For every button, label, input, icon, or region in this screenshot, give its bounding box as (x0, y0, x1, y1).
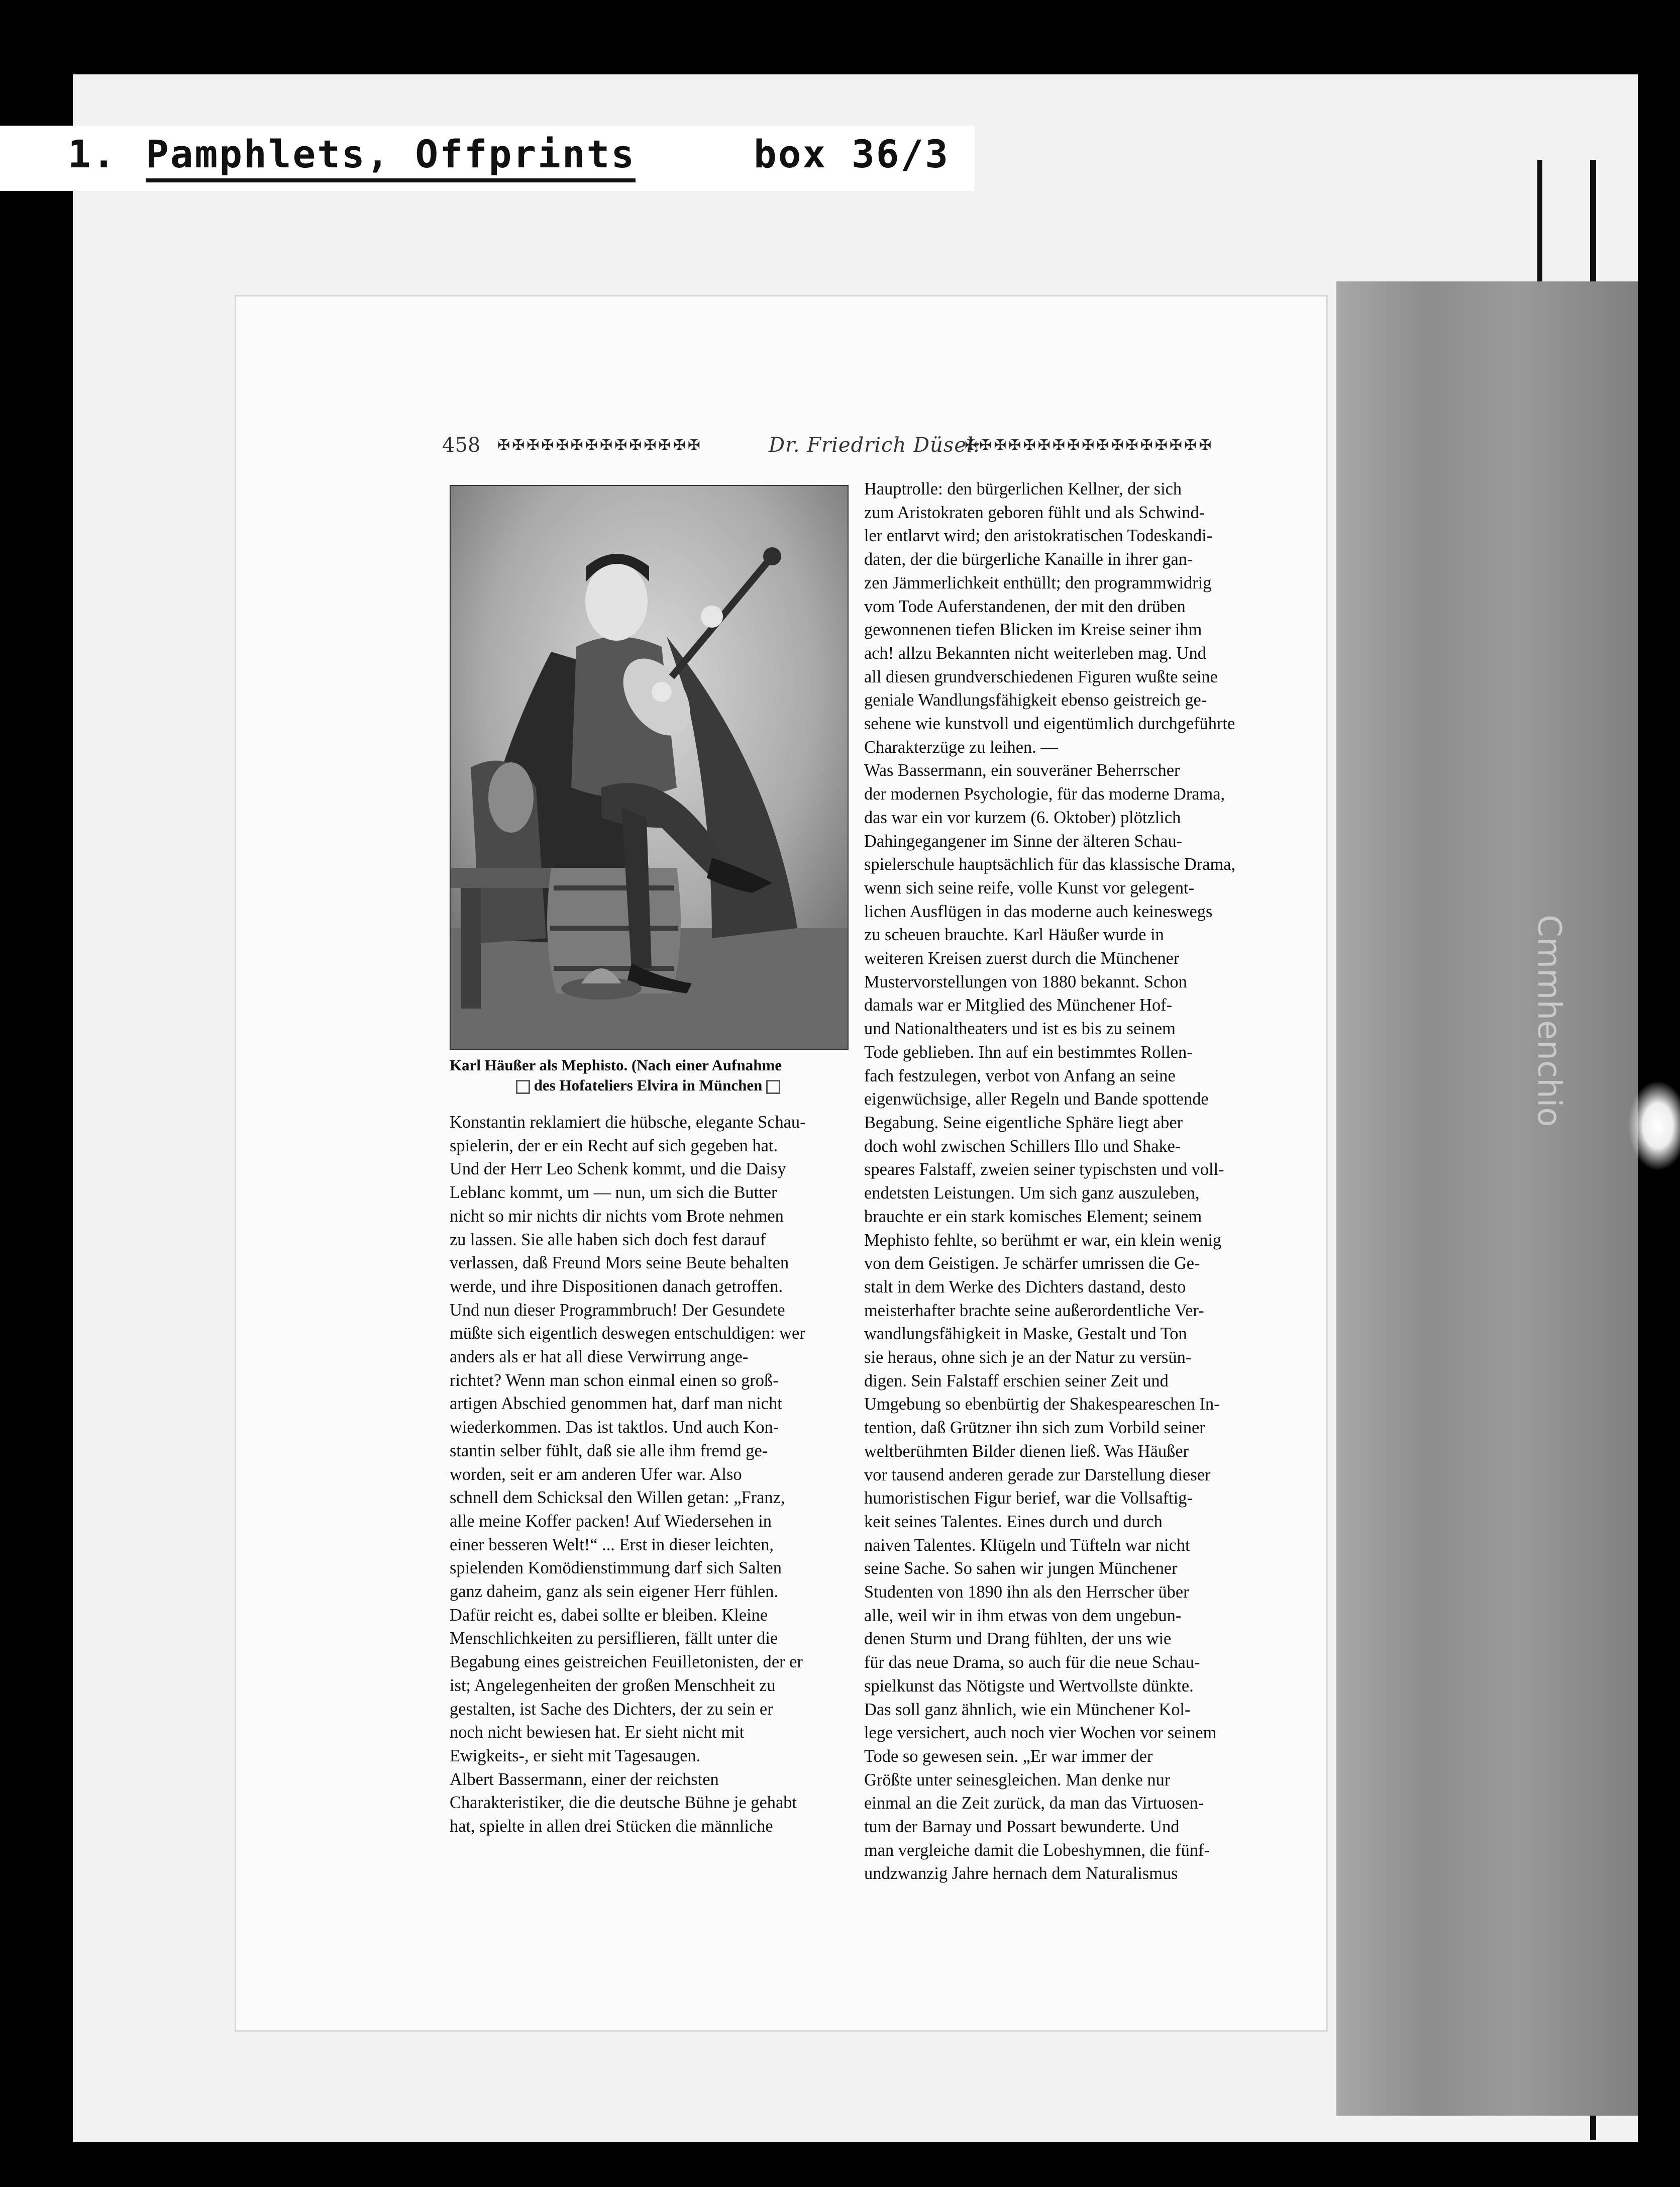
text-line: keit seines Talentes. Eines durch und durch (864, 1512, 1163, 1531)
text-line: Und nun dieser Programmbruch! Der Gesundete (450, 1300, 785, 1320)
text-line: wandlungsfähigkeit in Maske, Gestalt und Ton (864, 1324, 1187, 1344)
text-line: einmal an die Zeit zurück, da man das Virtuosen- (864, 1794, 1204, 1813)
text-line: alle meine Koffer packen! Auf Wiedersehen in (450, 1511, 772, 1531)
text-line: Größte unter seinesgleichen. Man denke nur (864, 1770, 1171, 1790)
text-line: nicht so mir nichts dir nichts vom Brote nehmen (450, 1206, 784, 1226)
header-author: Dr. Friedrich Düsel: (769, 434, 981, 457)
text-line: zen Jämmerlichkeit enthüllt; den programmwidrig (864, 573, 1212, 592)
text-line: Umgebung so ebenbürtig der Shakespeareschen In- (864, 1395, 1220, 1414)
text-line: einer besseren Welt!“ ... Erst in dieser leichten, (450, 1535, 774, 1554)
text-line: Mustervorstellungen von 1880 bekannt. Schon (864, 972, 1187, 991)
header-ornament-right: ✠✠✠✠✠✠✠✠✠✠✠✠✠✠✠✠✠ (965, 437, 1214, 454)
text-line: Albert Bassermann, einer der reichsten (450, 1769, 719, 1789)
text-line: und Nationaltheaters und ist es bis zu seinem (864, 1019, 1176, 1039)
text-line: meisterhafter brachte seine außerordentliche Ver- (864, 1301, 1204, 1320)
text-line: doch wohl zwischen Schillers Illo und Shake- (864, 1136, 1181, 1156)
article-clipping (236, 296, 1326, 2030)
text-line: zu lassen. Sie alle haben sich doch fest darauf (450, 1230, 766, 1249)
text-line: das war ein vor kurzem (6. Oktober) plötzlich (864, 808, 1181, 827)
text-line: vor tausend anderen gerade zur Darstellung dieser (864, 1465, 1211, 1484)
text-line: Tode geblieben. Ihn auf ein bestimmtes Rollen- (864, 1042, 1193, 1062)
caption-mark-icon (516, 1080, 530, 1094)
text-line: worden, seit er am anderen Ufer war. Also (450, 1464, 742, 1484)
actor-photograph (450, 485, 849, 1050)
folder-label-number: 1. (68, 132, 117, 176)
text-line: gestalten, ist Sache des Dichters, der zu sein er (450, 1699, 773, 1719)
text-line: Hauptrolle: den bürgerlichen Kellner, der sich (864, 479, 1182, 499)
text-line: Dahingegangener im Sinne der älteren Schau- (864, 831, 1183, 851)
text-line: Begabung. Seine eigentliche Sphäre liegt aber (864, 1113, 1183, 1132)
text-column-right (864, 477, 1271, 1885)
photo-caption (450, 1055, 847, 1096)
text-line: undzwanzig Jahre hernach dem Naturalismus (864, 1864, 1178, 1883)
text-line: seine Sache. So sahen wir jungen Münchener (864, 1559, 1178, 1578)
text-line: anders als er hat all diese Verwirrung ange- (450, 1347, 749, 1367)
text-line: ganz daheim, ganz als sein eigener Herr fühlen. (450, 1582, 779, 1602)
text-line: für das neue Drama, so auch für die neue Schau- (864, 1653, 1200, 1672)
text-line: Das soll ganz ähnlich, wie ein Münchener Kol- (864, 1700, 1191, 1719)
caption-mark-icon (766, 1080, 780, 1094)
text-column-left (450, 1111, 857, 1838)
folder-label-title: Pamphlets, Offprints (146, 132, 636, 182)
text-line: stantin selber fühlt, daß sie alle ihm fremd ge- (450, 1441, 768, 1460)
text-line: humoristischen Figur berief, war die Vollsaftig- (864, 1488, 1193, 1508)
text-line: gewonnenen tiefen Blicken im Kreise seiner ihm (864, 620, 1202, 640)
text-line: sehene wie kunstvoll und eigentümlich durchgeführte (864, 714, 1235, 734)
text-line: richtet? Wenn man schon einmal einen so groß- (450, 1370, 779, 1390)
text-line: sie heraus, ohne sich je an der Natur zu versün- (864, 1348, 1192, 1367)
text-line: Studenten von 1890 ihn als den Herrscher über (864, 1582, 1189, 1602)
text-line: endetsten Leistungen. Um sich ganz auszuleben, (864, 1183, 1200, 1203)
text-line: denen Sturm und Drang fühlten, der uns wie (864, 1629, 1172, 1649)
folder-label-box: box 36/3 (754, 132, 950, 176)
text-line: lichen Ausflügen in das moderne auch keineswegs (864, 902, 1213, 921)
text-line: Menschlichkeiten zu persiflieren, fällt unter die (450, 1629, 778, 1648)
text-line: daten, der die bürgerliche Kanaille in ihrer gan- (864, 550, 1193, 569)
text-line: eigenwüchsige, aller Regeln und Bande spottende (864, 1089, 1209, 1109)
text-line: Was Bassermann, ein souveräner Beherrscher (864, 761, 1180, 780)
text-line: der modernen Psychologie, für das moderne Drama, (864, 784, 1225, 804)
text-line: ler entlarvt wird; den aristokratischen Todeskandi- (864, 526, 1213, 546)
text-line: spielkunst das Nötigste und Wertvollste dünkte. (864, 1676, 1194, 1696)
text-line: spielenden Komödienstimmung darf sich Salten (450, 1558, 782, 1578)
text-line: Konstantin reklamiert die hübsche, elegante Schau- (450, 1113, 806, 1132)
text-line: weiteren Kreisen zuerst durch die Münchener (864, 949, 1180, 968)
text-line: wiederkommen. Das ist taktlos. Und auch Kon- (450, 1418, 779, 1437)
text-line: wenn sich seine reife, volle Kunst vor gelegent- (864, 878, 1195, 898)
text-line: Ewigkeits-, er sieht mit Tagesaugen. (450, 1746, 701, 1765)
text-line: naiven Talentes. Klügeln und Tüfteln war nicht (864, 1535, 1190, 1555)
text-line: artigen Abschied genommen hat, darf man nicht (450, 1394, 782, 1414)
text-line: damals war er Mitglied des Münchener Hof- (864, 996, 1173, 1015)
text-line: ach! allzu Bekannten nicht weiterleben mag. Und (864, 643, 1206, 663)
text-line: Tode so gewesen sein. „Er war immer der (864, 1746, 1153, 1766)
header-ornament-left: ✠✠✠✠✠✠✠✠✠✠✠✠✠✠ (497, 437, 702, 454)
text-line: zum Aristokraten geboren fühlt und als Schwind- (864, 503, 1205, 522)
text-line: digen. Sein Falstaff erschien seiner Zeit und (864, 1371, 1169, 1390)
text-line: werde, und ihre Dispositionen danach getroffen. (450, 1276, 783, 1296)
text-line: brauchte er ein stark komisches Element; seinem (864, 1207, 1202, 1226)
caption-line-1: Karl Häußer als Mephisto. (Nach einer Aufnahme (450, 1056, 782, 1074)
photo-mephisto-with-lute (451, 486, 848, 1049)
text-line: stalt in dem Werke des Dichters dastand, desto (864, 1277, 1186, 1297)
text-line: Charakteristiker, die die deutsche Bühne je gehabt (450, 1793, 797, 1813)
caption-line-2: des Hofateliers Elvira in München (534, 1076, 763, 1094)
text-line: speares Falstaff, zweien seiner typischsten und voll- (864, 1160, 1224, 1179)
text-line: Und der Herr Leo Schenk kommt, und die Daisy (450, 1159, 786, 1179)
text-line: Begabung eines geistreichen Feuilletonisten, der er (450, 1652, 803, 1672)
text-line: Dafür reicht es, dabei sollte er bleiben. Kleine (450, 1605, 768, 1625)
text-line: schnell dem Schicksal den Willen getan: „Franz, (450, 1488, 785, 1508)
folder-spine-text: Cmmhenchio (1530, 915, 1567, 1127)
text-line: alle, weil wir in ihm etwas von dem ungebun- (864, 1606, 1182, 1625)
text-line: weltberühmten Bilder dienen ließ. Was Häußer (864, 1441, 1189, 1461)
text-line: ist; Angelegenheiten der großen Menschheit zu (450, 1675, 776, 1695)
text-line: verlassen, daß Freund Mors seine Beute behalten (450, 1253, 789, 1273)
text-line: vom Tode Auferstandenen, der mit den drüben (864, 597, 1186, 616)
text-line: Leblanc kommt, um — nun, um sich die Butter (450, 1183, 777, 1203)
text-line: von dem Geistigen. Je schärfer umrissen die Ge- (864, 1254, 1200, 1273)
text-line: lege versichert, auch noch vier Wochen vor seinem (864, 1723, 1217, 1743)
text-line: zu scheuen brauchte. Karl Häußer wurde in (864, 925, 1164, 945)
text-line: hat, spielte in allen drei Stücken die männliche (450, 1817, 773, 1836)
text-line: spielerschule hauptsächlich für das klassische Drama, (864, 855, 1236, 874)
text-line: müßte sich eigentlich deswegen entschuldigen: wer (450, 1324, 805, 1343)
scan-glare (1628, 1080, 1680, 1171)
text-line: Mephisto fehlte, so berühmt er war, ein klein wenig (864, 1230, 1222, 1250)
text-line: noch nicht bewiesen hat. Er sieht nicht mit (450, 1723, 745, 1742)
text-line: Charakterzüge zu leihen. — (864, 737, 1058, 757)
folder-shadow (1336, 281, 1638, 2116)
text-line: tention, daß Grützner ihn sich zum Vorbild seiner (864, 1418, 1205, 1438)
text-line: fach festzulegen, verbot von Anfang an seine (864, 1066, 1176, 1085)
text-line: spielerin, der er ein Recht auf sich gegeben hat. (450, 1136, 778, 1155)
page-header (442, 434, 1271, 464)
page-number: 458 (442, 434, 481, 457)
text-line: geniale Wandlungsfähigkeit ebenso geistreich ge- (864, 690, 1207, 710)
text-line: man vergleiche damit die Lobeshymnen, die fünf- (864, 1840, 1210, 1860)
text-line: tum der Barnay und Possart bewunderte. Und (864, 1817, 1180, 1837)
text-line: all diesen grundverschiedenen Figuren wußte seine (864, 667, 1218, 686)
